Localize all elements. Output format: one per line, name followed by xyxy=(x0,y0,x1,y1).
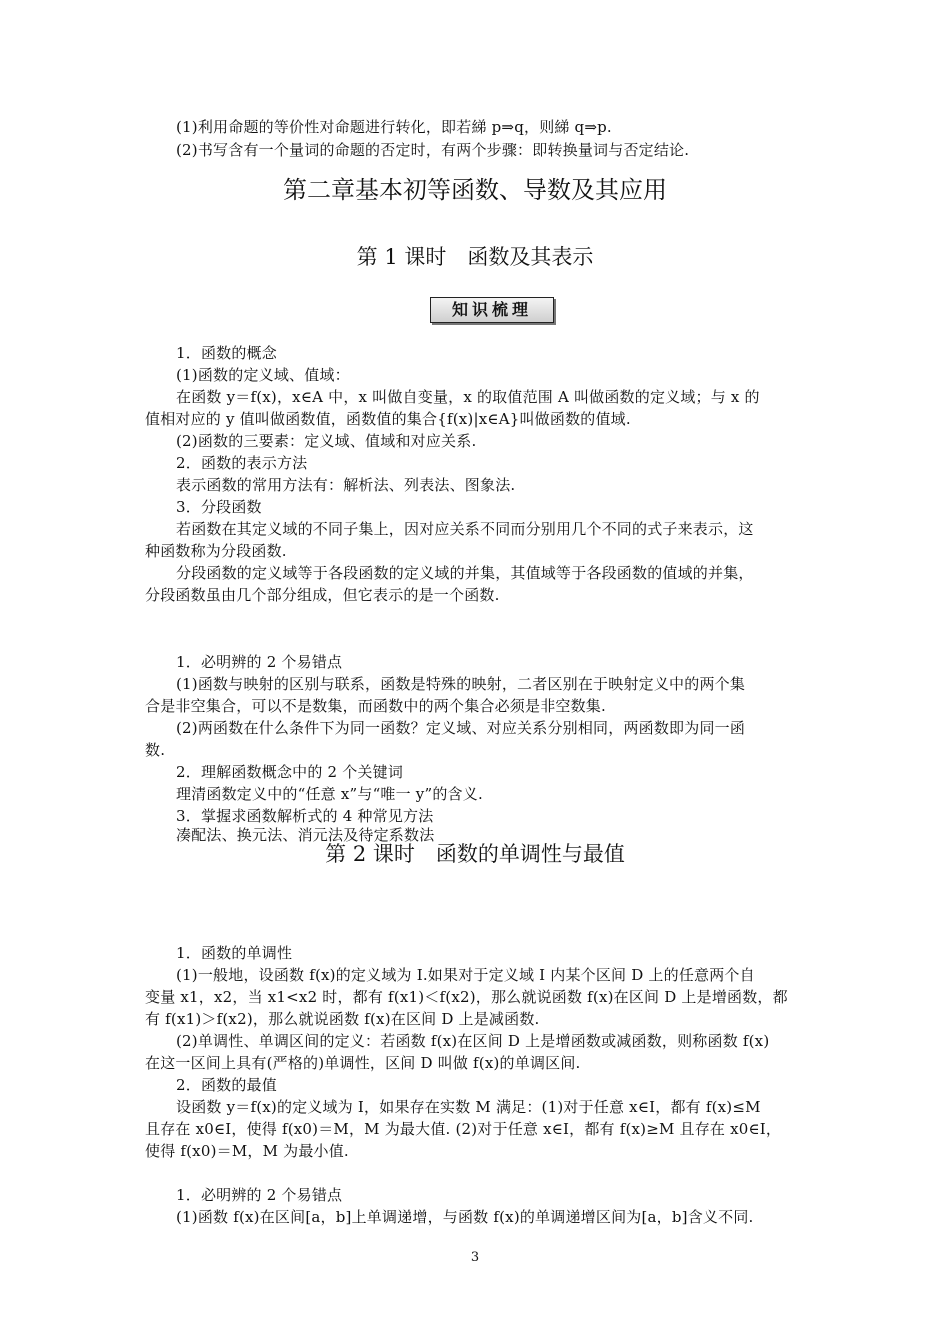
text-line: 3．掌握求函数解析式的 4 种常见方法 xyxy=(176,807,434,825)
text-line: 有 f(x1)＞f(x2)，那么就说函数 f(x)在区间 D 上是减函数. xyxy=(145,1010,540,1028)
text-line: 1．函数的概念 xyxy=(176,344,277,362)
text-line: 理清函数定义中的“任意 x”与“唯一 y”的含义. xyxy=(176,785,483,803)
text-line: 设函数 y＝f(x)的定义域为 I，如果存在实数 M 满足：(1)对于任意 x∈I，都有 f(x)≤M xyxy=(176,1098,761,1116)
text-line: (2)两函数在什么条件下为同一函数？定义域、对应关系分别相同，两函数即为同一函 xyxy=(176,719,746,737)
text-line: (1)函数的定义域、值域： xyxy=(176,366,350,384)
text-line: (1)函数与映射的区别与联系，函数是特殊的映射，二者区别在于映射定义中的两个集 xyxy=(176,675,746,693)
text-line: 变量 x1，x2，当 x1<x2 时，都有 f(x1)＜f(x2)，那么就说函数 f(x)在区间 D 上是增函数，都 xyxy=(145,988,788,1006)
note-line: (1)利用命题的等价性对命题进行转化，即若綈 p⇒q，则綈 q⇒p. xyxy=(176,118,612,136)
page-number: 3 xyxy=(470,1250,480,1265)
text-line: 1．函数的单调性 xyxy=(176,944,293,962)
lesson-title: 第 2 课时 函数的单调性与最值 xyxy=(325,842,625,866)
text-line: (2)单调性、单调区间的定义：若函数 f(x)在区间 D 上是增函数或减函数，则称函数 f(x) xyxy=(176,1032,770,1050)
text-line: 2．函数的表示方法 xyxy=(176,454,308,472)
text-line: 分段函数的定义域等于各段函数的定义域的并集，其值域等于各段函数的值域的并集， xyxy=(176,564,754,582)
text-line: 且存在 x0∈I，使得 f(x0)＝M，M 为最大值. (2)对于任意 x∈I，都有 f(x)≥M 且存在 x0∈I， xyxy=(145,1120,782,1138)
text-line: 使得 f(x0)＝M，M 为最小值. xyxy=(145,1142,349,1160)
text-line: 1．必明辨的 2 个易错点 xyxy=(176,653,343,671)
text-line: (1)一般地，设函数 f(x)的定义域为 I.如果对于定义域 I 内某个区间 D 上的任意两个自 xyxy=(176,966,755,984)
text-line: 分段函数虽由几个部分组成，但它表示的是一个函数. xyxy=(145,586,500,604)
text-line: 数. xyxy=(145,741,166,759)
text-line: 2．函数的最值 xyxy=(176,1076,277,1094)
text-line: 凑配法、换元法、消元法及待定系数法 xyxy=(176,826,435,844)
text-line: 若函数在其定义域的不同子集上，因对应关系不同而分别用几个不同的式子来表示，这 xyxy=(176,520,754,538)
lesson-title: 第 1 课时 函数及其表示 xyxy=(356,245,594,269)
text-line: 合是非空集合，可以不是数集，而函数中的两个集合必须是非空数集. xyxy=(145,697,606,715)
text-line: (1)函数 f(x)在区间[a，b]上单调递增，与函数 f(x)的单调递增区间为[a，b]含义不同. xyxy=(176,1208,754,1226)
text-line: (2)函数的三要素：定义域、值域和对应关系. xyxy=(176,432,477,450)
chapter-title: 第二章基本初等函数、导数及其应用 xyxy=(283,176,667,204)
text-line: 3．分段函数 xyxy=(176,498,262,516)
section-badge: 知识梳理 xyxy=(430,297,554,323)
text-line: 在这一区间上具有(严格的)单调性，区间 D 叫做 f(x)的单调区间. xyxy=(145,1054,581,1072)
text-line: 值相对应的 y 值叫做函数值，函数值的集合{f(x)|x∈A}叫做函数的值域. xyxy=(145,410,631,428)
text-line: 在函数 y＝f(x)，x∈A 中，x 叫做自变量，x 的取值范围 A 叫做函数的定义域；与 x 的 xyxy=(176,388,760,406)
text-line: 种函数称为分段函数. xyxy=(145,542,287,560)
text-line: 2．理解函数概念中的 2 个关键词 xyxy=(176,763,404,781)
text-line: 表示函数的常用方法有：解析法、列表法、图象法. xyxy=(176,476,516,494)
note-line: (2)书写含有一个量词的命题的否定时，有两个步骤：即转换量词与否定结论. xyxy=(176,141,690,159)
text-line: 1．必明辨的 2 个易错点 xyxy=(176,1186,343,1204)
